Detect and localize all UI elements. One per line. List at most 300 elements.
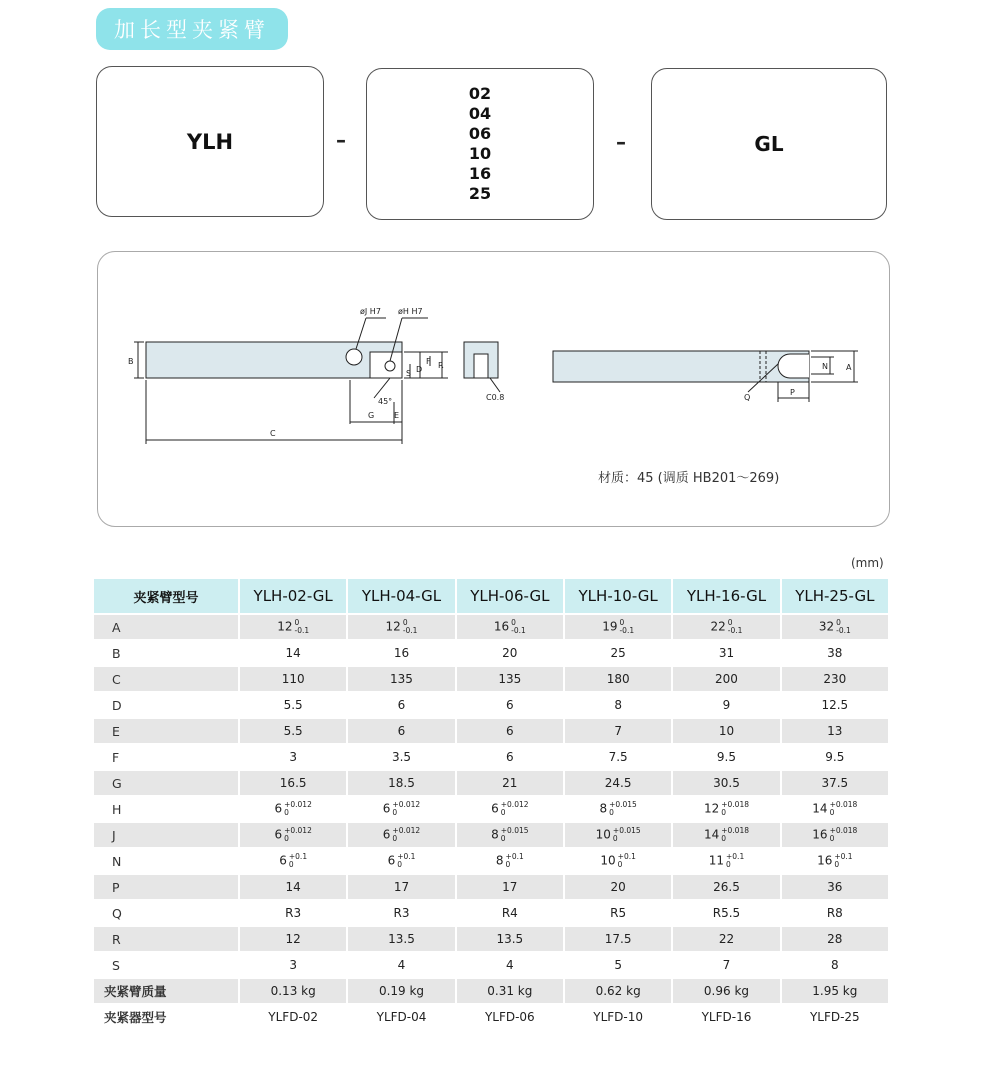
cell-value: 6 <box>387 853 396 868</box>
tolerance <box>392 827 420 843</box>
tolerance-lower: 0 <box>721 834 727 843</box>
cell-value: R5.5 <box>712 906 741 920</box>
cell-value: 12 <box>277 619 293 634</box>
cell-value: 13.5 <box>496 932 524 946</box>
table-header-model: YLH-02-GL <box>240 579 346 613</box>
table-row <box>94 927 888 951</box>
table-cell <box>673 823 779 847</box>
table-cell <box>782 927 888 951</box>
material-note: 材质：45 (调质 HB201～269) <box>598 471 780 486</box>
table-row <box>94 901 888 925</box>
tolerance <box>501 827 529 843</box>
table-row <box>94 719 888 743</box>
table-cell <box>240 745 346 769</box>
cell-value: 230 <box>823 672 847 686</box>
cell-value: 14 <box>285 646 301 660</box>
table-cell <box>348 901 454 925</box>
tolerance <box>830 827 858 843</box>
table-cell <box>240 927 346 951</box>
row-label: P <box>94 875 238 899</box>
table-cell <box>565 771 671 795</box>
cell-value: YLFD-16 <box>701 1010 752 1024</box>
row-label: A <box>94 615 238 639</box>
cell-value: 6 <box>506 698 514 712</box>
table-row <box>94 771 888 795</box>
table-row <box>94 875 888 899</box>
cell-value: 18.5 <box>388 776 415 790</box>
cell-value: YLFD-04 <box>376 1010 427 1024</box>
table-cell <box>565 745 671 769</box>
cell-value: 12 <box>703 801 720 816</box>
cell-value: 13 <box>827 724 843 738</box>
table-cell <box>457 745 563 769</box>
cell-value: 20 <box>610 880 626 894</box>
cell-value: 24.5 <box>604 776 632 790</box>
code-size: 10 <box>468 144 492 163</box>
label-e: E <box>394 411 400 420</box>
table-cell <box>565 641 671 665</box>
table-cell <box>782 667 888 691</box>
table-cell <box>565 1005 671 1029</box>
table-cell <box>673 719 779 743</box>
table-cell <box>348 771 454 795</box>
table-cell <box>457 901 563 925</box>
code-size: 02 <box>468 84 492 103</box>
tolerance <box>397 853 415 869</box>
tolerance-lower: 0 <box>500 834 506 843</box>
tolerance-upper: +0.1 <box>397 852 416 861</box>
cell-value: 110 <box>281 672 305 686</box>
label-n: N <box>822 362 828 371</box>
technical-drawing-panel <box>97 251 890 527</box>
table-cell <box>782 849 888 873</box>
table-cell <box>673 797 779 821</box>
cell-value: 7.5 <box>608 750 628 764</box>
row-label: E <box>94 719 238 743</box>
cell-value: 14 <box>812 801 828 816</box>
tolerance-upper: +0.012 <box>392 826 421 835</box>
table-row <box>94 797 888 821</box>
cell-value: 6 <box>506 724 514 738</box>
tolerance-upper: +0.012 <box>284 800 312 809</box>
table-cell <box>565 693 671 717</box>
cell-value: 17 <box>393 880 410 894</box>
table-row <box>94 641 888 665</box>
label-chamfer: C0.8 <box>486 393 505 402</box>
table-cell <box>565 875 671 899</box>
table-cell <box>457 849 563 873</box>
cell-value: R8 <box>826 906 843 920</box>
tolerance-upper: 0 <box>619 618 625 627</box>
table-body <box>94 615 888 1029</box>
cell-value: 37.5 <box>821 776 849 790</box>
table-cell <box>348 953 454 977</box>
tolerance-upper: +0.012 <box>500 800 529 809</box>
cell-value: R5 <box>610 906 627 920</box>
table-cell <box>673 667 779 691</box>
table-header-model: YLH-04-GL <box>348 579 454 613</box>
table-cell <box>457 615 563 639</box>
cell-value: 4 <box>506 958 514 972</box>
table-cell <box>457 927 563 951</box>
table-cell <box>565 667 671 691</box>
label-g: G <box>368 411 375 420</box>
tolerance <box>511 619 526 635</box>
label-c: C <box>270 429 276 438</box>
label-p: P <box>790 388 795 397</box>
tolerance <box>392 801 420 817</box>
code-prefix: YLH <box>186 129 234 154</box>
label-phi-h: øH H7 <box>398 307 423 316</box>
cell-value: 16 <box>817 853 833 868</box>
tolerance-upper: +0.012 <box>284 826 312 835</box>
tolerance-upper: +0.018 <box>721 800 749 809</box>
tolerance <box>506 853 524 869</box>
cell-value: 12 <box>385 619 401 634</box>
tolerance-upper: 0 <box>402 618 408 627</box>
label-r: R <box>438 361 444 370</box>
cell-value: 12 <box>285 932 301 946</box>
cell-value: 17 <box>502 880 518 894</box>
table-row <box>94 849 888 873</box>
tolerance <box>721 827 749 843</box>
cell-value: 19 <box>602 619 618 634</box>
table-cell <box>565 797 671 821</box>
cell-value: 4 <box>397 958 406 972</box>
table-cell <box>240 771 346 795</box>
section-title: 加长型夹紧臂 <box>96 8 288 50</box>
cell-value: 6 <box>491 801 499 816</box>
cell-value: 5 <box>614 958 622 972</box>
table-cell <box>565 849 671 873</box>
table-cell <box>782 1005 888 1029</box>
tolerance-upper: +0.018 <box>829 800 858 809</box>
cell-value: 5.5 <box>283 724 303 738</box>
tolerance-upper: 0 <box>294 618 300 627</box>
cell-value: 10 <box>718 724 735 738</box>
tolerance-upper: +0.1 <box>834 852 853 861</box>
cell-value: 7 <box>614 724 622 738</box>
table-cell <box>240 615 346 639</box>
tolerance <box>618 853 636 869</box>
cell-value: 0.31 kg <box>487 984 533 998</box>
cell-value: 135 <box>498 672 522 686</box>
table-cell <box>457 1005 563 1029</box>
cell-value: 1.95 kg <box>812 984 858 998</box>
cell-value: 6 <box>274 801 283 816</box>
table-cell <box>565 927 671 951</box>
table-row <box>94 953 888 977</box>
row-label: J <box>94 823 238 847</box>
cell-value: 38 <box>827 646 843 660</box>
cell-value: 8 <box>495 853 504 868</box>
cell-value: 6 <box>382 801 391 816</box>
table-header-model: YLH-25-GL <box>782 579 888 613</box>
row-label: Q <box>112 905 122 921</box>
table-cell <box>348 875 454 899</box>
code-size: 25 <box>468 184 492 203</box>
cell-value: 36 <box>827 880 843 894</box>
tolerance-upper: 0 <box>836 618 841 627</box>
cell-value: YLFD-06 <box>484 1010 535 1024</box>
tolerance-upper: +0.015 <box>500 826 529 835</box>
tolerance <box>403 619 418 635</box>
table-cell <box>348 641 454 665</box>
table-cell <box>348 979 454 1003</box>
code-suffix-box <box>651 68 887 220</box>
row-label: 夹紧臂质量 <box>94 979 238 1003</box>
label-s: S <box>406 369 412 378</box>
tolerance-lower: -0.1 <box>836 626 851 635</box>
cell-value: 14 <box>703 827 720 842</box>
table-cell <box>565 979 671 1003</box>
cell-value: 31 <box>718 646 735 660</box>
cell-value: 6 <box>506 750 514 764</box>
table-cell <box>782 745 888 769</box>
tolerance-upper: +0.015 <box>609 800 637 809</box>
tolerance-lower: 0 <box>500 808 506 817</box>
table-cell <box>782 771 888 795</box>
row-label: N <box>112 853 122 869</box>
table-cell <box>348 927 454 951</box>
cell-value: 6 <box>397 724 406 738</box>
cell-value: 180 <box>606 672 630 686</box>
table-cell <box>457 771 563 795</box>
cell-value: R4 <box>501 906 518 920</box>
row-label: H <box>112 801 122 817</box>
table-header-row <box>94 579 888 613</box>
label-q: Q <box>744 393 751 402</box>
cell-value: 135 <box>390 672 413 686</box>
tolerance-lower: 0 <box>505 860 511 869</box>
cell-value: 12.5 <box>821 698 849 712</box>
table-cell <box>240 823 346 847</box>
cell-value: 0.96 kg <box>703 984 750 998</box>
table-cell <box>348 849 454 873</box>
tolerance-upper: 0 <box>511 618 516 627</box>
table-header-first: 夹紧臂型号 <box>94 579 238 613</box>
code-size: 16 <box>468 164 492 183</box>
tolerance <box>721 801 749 817</box>
table-header-model: YLH-16-GL <box>673 579 779 613</box>
tolerance-lower: 0 <box>284 834 289 843</box>
cell-value: 14 <box>285 880 301 894</box>
cell-value: 32 <box>818 619 835 634</box>
cell-value: YLFD-25 <box>809 1010 860 1024</box>
table-cell <box>565 901 671 925</box>
code-separator-2: – <box>616 130 626 154</box>
cell-value: 5.5 <box>283 698 303 712</box>
cell-value: 3.5 <box>391 750 412 764</box>
cell-value: 22 <box>718 932 735 946</box>
cell-value: 0.13 kg <box>270 984 316 998</box>
table-cell <box>673 849 779 873</box>
tolerance-lower: 0 <box>284 808 289 817</box>
cell-value: 21 <box>502 776 518 790</box>
table-row <box>94 667 888 691</box>
code-size: 04 <box>468 104 492 123</box>
table-cell <box>673 745 779 769</box>
table-cell <box>782 901 888 925</box>
cell-value: 17.5 <box>604 932 632 946</box>
table-cell <box>348 1005 454 1029</box>
tolerance-lower: -0.1 <box>402 626 418 635</box>
table-cell <box>782 875 888 899</box>
row-label: F <box>112 749 120 765</box>
code-size: 06 <box>468 124 492 143</box>
tolerance-lower: 0 <box>609 808 614 817</box>
code-prefix-box <box>96 66 324 217</box>
table-cell <box>673 693 779 717</box>
code-separator-1: – <box>336 128 346 152</box>
tolerance-lower: 0 <box>288 860 294 869</box>
tolerance-lower: 0 <box>829 808 835 817</box>
tolerance <box>609 801 637 817</box>
cell-value: 13.5 <box>388 932 415 946</box>
table-cell <box>782 979 888 1003</box>
tolerance-lower: -0.1 <box>294 626 310 635</box>
table-cell <box>240 797 346 821</box>
tolerance-upper: +0.1 <box>288 852 308 861</box>
table-cell <box>457 823 563 847</box>
tolerance <box>726 853 744 869</box>
row-label: C <box>94 667 238 691</box>
cell-value: 0.62 kg <box>595 984 641 998</box>
cell-value: 3 <box>289 958 297 972</box>
tolerance-lower: 0 <box>721 808 727 817</box>
tolerance <box>728 619 743 635</box>
table-cell <box>240 901 346 925</box>
tolerance-lower: 0 <box>834 860 840 869</box>
tolerance-lower: 0 <box>397 860 402 869</box>
table-cell <box>565 953 671 977</box>
table-cell <box>240 641 346 665</box>
cell-value: R3 <box>393 906 410 920</box>
table-cell <box>782 693 888 717</box>
table-cell <box>782 641 888 665</box>
cell-value: 6 <box>279 853 287 868</box>
table-cell <box>348 667 454 691</box>
label-b: B <box>128 357 134 366</box>
table-cell <box>457 953 563 977</box>
tolerance <box>619 619 634 635</box>
tolerance-lower: 0 <box>617 860 623 869</box>
table-cell <box>240 979 346 1003</box>
table-cell <box>457 693 563 717</box>
label-f: F <box>426 357 431 366</box>
cell-value: YLFD-02 <box>268 1010 319 1024</box>
table-cell <box>240 693 346 717</box>
tolerance <box>284 801 312 817</box>
tolerance-upper: +0.1 <box>726 852 745 861</box>
table-cell <box>782 823 888 847</box>
cell-value: R3 <box>285 906 302 920</box>
tolerance <box>830 801 858 817</box>
cell-value: 26.5 <box>713 880 740 894</box>
cell-value: 28 <box>827 932 843 946</box>
tolerance <box>284 827 312 843</box>
tolerance-upper: +0.018 <box>829 826 858 835</box>
tolerance-lower: 0 <box>726 860 731 869</box>
row-label: G <box>94 771 238 795</box>
tolerance-upper: +0.015 <box>612 826 641 835</box>
cell-value: 16 <box>493 619 510 634</box>
table-cell <box>348 719 454 743</box>
cell-value: 16.5 <box>279 776 307 790</box>
cell-value: 6 <box>382 827 391 842</box>
cell-value: 10 <box>595 827 611 842</box>
table-cell <box>348 823 454 847</box>
cell-value: 200 <box>715 672 738 686</box>
row-label: R <box>94 927 238 951</box>
cell-value: 9.5 <box>825 750 845 764</box>
table-cell <box>673 953 779 977</box>
table-cell <box>673 979 779 1003</box>
row-label: B <box>112 645 121 661</box>
table-row <box>94 1005 888 1029</box>
table-cell <box>457 667 563 691</box>
table-cell <box>457 979 563 1003</box>
cell-value: 11 <box>708 853 724 868</box>
cell-value: 8 <box>599 801 608 816</box>
label-a: A <box>846 363 852 372</box>
table-cell <box>348 615 454 639</box>
table-cell <box>240 1005 346 1029</box>
table-cell <box>240 667 346 691</box>
cell-value: 16 <box>393 646 410 660</box>
cell-value: 16 <box>812 827 828 842</box>
table-cell <box>240 953 346 977</box>
table-cell <box>348 797 454 821</box>
table-cell <box>457 875 563 899</box>
cell-value: 30.5 <box>713 776 740 790</box>
tolerance <box>289 853 307 869</box>
tolerance-lower: 0 <box>392 808 398 817</box>
table-cell <box>565 615 671 639</box>
tolerance-lower: -0.1 <box>619 626 635 635</box>
label-d: D <box>416 365 423 374</box>
tolerance-upper: +0.012 <box>392 800 421 809</box>
row-label: S <box>112 957 120 973</box>
table-header-model: YLH-06-GL <box>457 579 563 613</box>
cell-value: 8 <box>614 698 622 712</box>
cell-value: 22 <box>710 619 726 634</box>
tolerance-lower: 0 <box>392 834 398 843</box>
cell-value: 6 <box>274 827 283 842</box>
table-cell <box>782 615 888 639</box>
table-cell <box>782 797 888 821</box>
table-cell <box>565 719 671 743</box>
table-cell <box>240 849 346 873</box>
cell-value: 9 <box>722 698 731 712</box>
table-row <box>94 615 888 639</box>
table-cell <box>240 875 346 899</box>
tolerance <box>834 853 852 869</box>
table-header-model: YLH-10-GL <box>565 579 671 613</box>
cell-value: 25 <box>610 646 626 660</box>
table-cell <box>565 823 671 847</box>
table-row <box>94 745 888 769</box>
label-phi-j: øJ H7 <box>360 307 381 316</box>
cell-value: 20 <box>502 646 518 660</box>
table-cell <box>457 797 563 821</box>
tolerance-upper: 0 <box>727 618 733 627</box>
tolerance-upper: +0.018 <box>721 826 749 835</box>
tolerance <box>836 619 851 635</box>
cell-value: 3 <box>289 750 297 764</box>
technical-drawing <box>98 252 891 528</box>
table-cell <box>240 719 346 743</box>
